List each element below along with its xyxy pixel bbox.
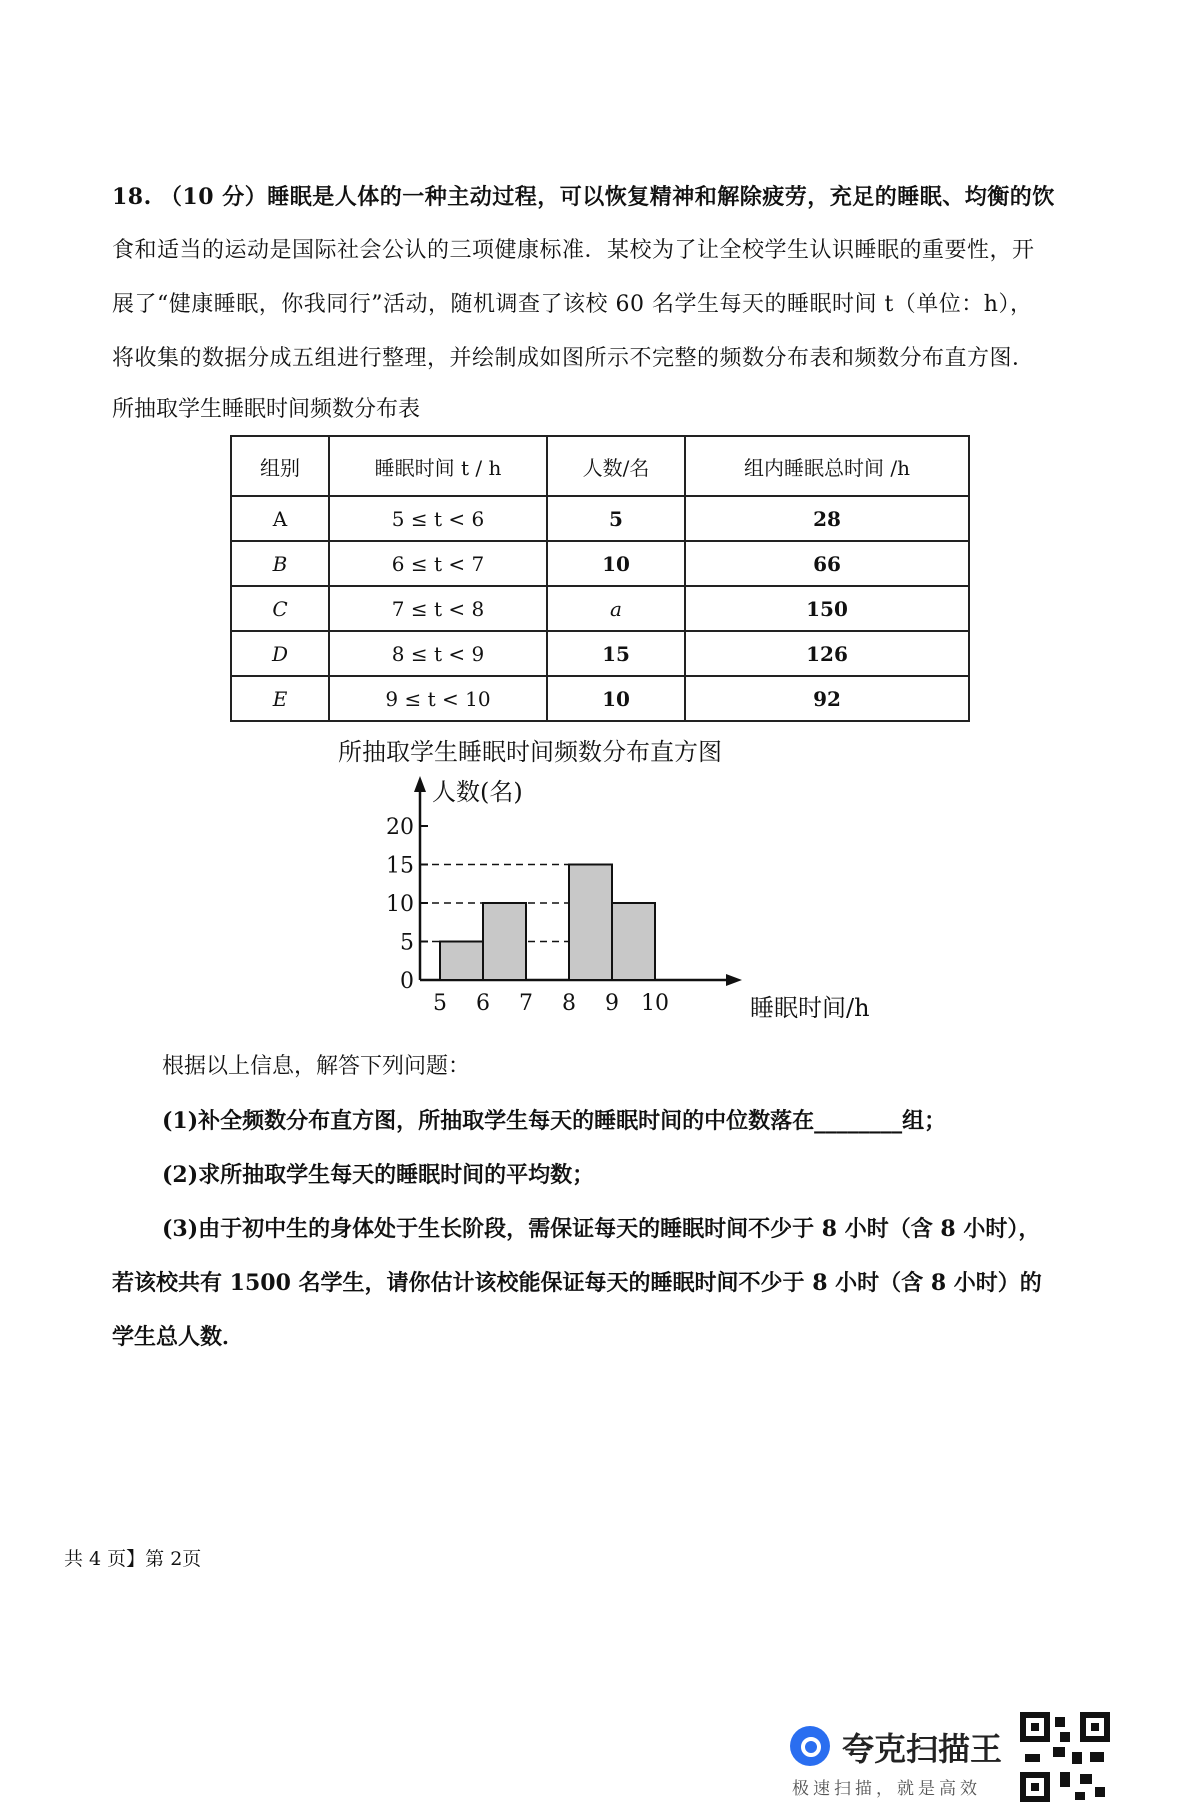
problem-line: 展了“健康睡眠，你我同行”活动，随机调查了该校 60 名学生每天的睡眠时间 t（单位：h）， bbox=[112, 292, 1033, 317]
histogram-bar bbox=[440, 942, 483, 981]
table-cell: 5 bbox=[547, 496, 685, 541]
x-axis-label: 睡眠时间/h bbox=[750, 994, 870, 1022]
table-row bbox=[231, 586, 969, 631]
x-tick-label: 8 bbox=[562, 991, 576, 1016]
question-2: (2)求所抽取学生每天的睡眠时间的平均数； bbox=[162, 1162, 595, 1188]
scanner-name: 夸克扫描王 bbox=[842, 1730, 1003, 1768]
table-cell: E bbox=[231, 676, 329, 721]
page-footer: 共 4 页】第 2页 bbox=[64, 1548, 202, 1570]
frequency-table bbox=[230, 435, 970, 722]
questions-intro: 根据以上信息，解答下列问题： bbox=[162, 1054, 471, 1079]
question-3: (3)由于初中生的身体处于生长阶段，需保证每天的睡眠时间不少于 8 小时（含 8 小时）， bbox=[162, 1216, 1041, 1242]
chart-title: 所抽取学生睡眠时间频数分布直方图 bbox=[338, 738, 722, 766]
table-cell: 10 bbox=[547, 541, 685, 586]
problem-text bbox=[112, 170, 1092, 386]
problem-line: 将收集的数据分成五组进行整理，并绘制成如图所示不完整的频数分布表和频数分布直方图． bbox=[112, 346, 1035, 371]
y-axis-label: 人数(名) bbox=[432, 778, 523, 806]
table-caption: 所抽取学生睡眠时间频数分布表 bbox=[112, 397, 421, 422]
histogram-bar bbox=[612, 903, 655, 980]
table-cell: a bbox=[547, 586, 685, 631]
table-cell: 8 ≤ t < 9 bbox=[329, 631, 547, 676]
x-tick-label: 10 bbox=[641, 991, 669, 1016]
table-cell: 150 bbox=[685, 586, 969, 631]
y-tick-label: 20 bbox=[386, 815, 414, 840]
table-cell: A bbox=[231, 496, 329, 541]
histogram-bar bbox=[569, 865, 612, 981]
table-cell: 7 ≤ t < 8 bbox=[329, 586, 547, 631]
question-1: (1)补全频数分布直方图，所抽取学生每天的睡眠时间的中位数落在________组； bbox=[162, 1108, 947, 1134]
question-3-cont: 若该校共有 1500 名学生，请你估计该校能保证每天的睡眠时间不少于 8 小时（含 8 小时）的 bbox=[112, 1270, 1042, 1296]
table-cell: B bbox=[231, 541, 329, 586]
problem-line: 18. （10 分）睡眠是人体的一种主动过程，可以恢复精神和解除疲劳，充足的睡眠、均衡的饮 bbox=[112, 184, 1055, 210]
scanner-logo-icon bbox=[790, 1726, 830, 1766]
table-cell: D bbox=[231, 631, 329, 676]
table-row bbox=[231, 496, 969, 541]
histogram-chart bbox=[370, 770, 890, 1030]
table-row bbox=[231, 541, 969, 586]
scanner-slogan: 极速扫描，就是高效 bbox=[792, 1779, 981, 1799]
x-tick-label: 6 bbox=[476, 991, 490, 1016]
table-header-row bbox=[231, 436, 969, 496]
table-cell: 10 bbox=[547, 676, 685, 721]
y-tick-label: 15 bbox=[386, 853, 414, 879]
question-3-cont: 学生总人数． bbox=[112, 1324, 245, 1350]
y-tick-label: 5 bbox=[400, 930, 414, 956]
table-header: 组别 bbox=[231, 436, 329, 496]
table-cell: C bbox=[231, 586, 329, 631]
table-cell: 9 ≤ t < 10 bbox=[329, 676, 547, 721]
table-header: 睡眠时间 t / h bbox=[329, 436, 547, 496]
table-row bbox=[231, 676, 969, 721]
table-header: 人数/名 bbox=[547, 436, 685, 496]
x-tick-label: 9 bbox=[605, 991, 619, 1016]
y-axis-arrow bbox=[414, 776, 426, 792]
y-tick-label: 10 bbox=[386, 892, 414, 917]
table-cell: 6 ≤ t < 7 bbox=[329, 541, 547, 586]
scanner-watermark bbox=[790, 1712, 1160, 1802]
table-header: 组内睡眠总时间 /h bbox=[685, 436, 969, 496]
questions bbox=[112, 1040, 1092, 1364]
table-cell: 15 bbox=[547, 631, 685, 676]
table-cell: 28 bbox=[685, 496, 969, 541]
x-axis-arrow bbox=[726, 974, 742, 986]
table-cell: 66 bbox=[685, 541, 969, 586]
table-row bbox=[231, 631, 969, 676]
table-cell: 126 bbox=[685, 631, 969, 676]
x-tick-label: 7 bbox=[519, 991, 533, 1016]
y-tick-label: 0 bbox=[400, 969, 414, 994]
x-tick-label: 5 bbox=[433, 991, 447, 1016]
problem-line: 食和适当的运动是国际社会公认的三项健康标准．某校为了让全校学生认识睡眠的重要性，开 bbox=[112, 238, 1035, 263]
table-cell: 5 ≤ t < 6 bbox=[329, 496, 547, 541]
qr-code-icon bbox=[1020, 1712, 1110, 1802]
table-cell: 92 bbox=[685, 676, 969, 721]
histogram-bar bbox=[483, 903, 526, 980]
